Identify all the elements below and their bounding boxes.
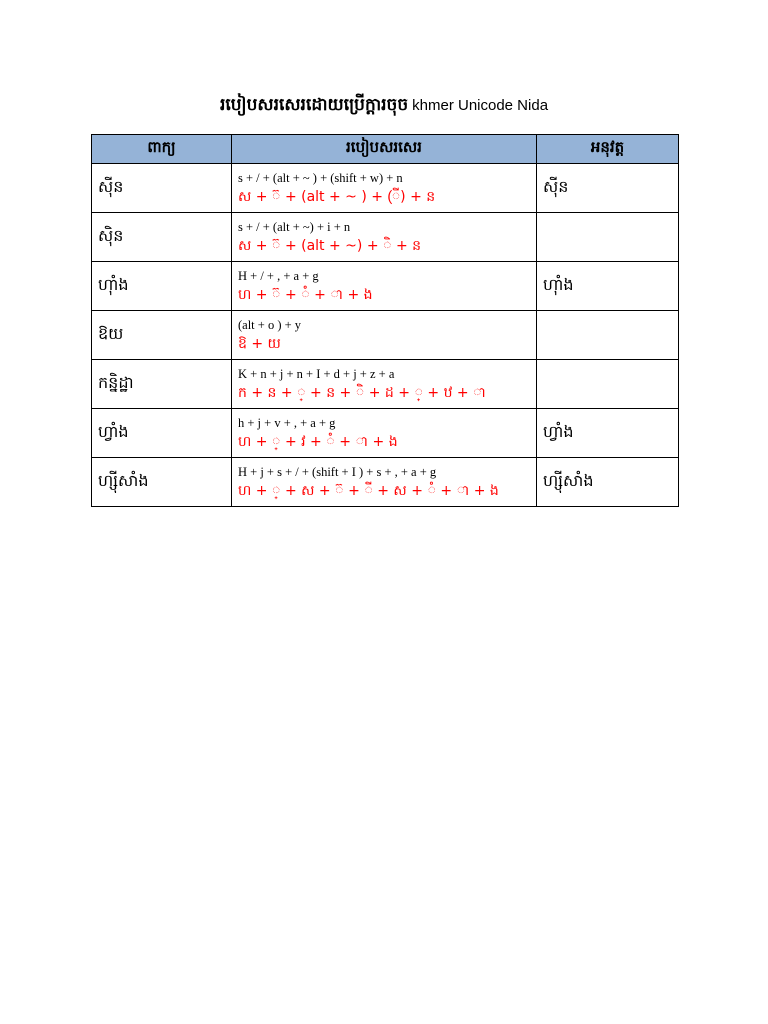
table-header-row (92, 135, 679, 164)
key-sequence: H + j + s + / + (shift + I ) + s + , + a + g (238, 464, 437, 479)
cell-method (232, 164, 537, 213)
cell-example (537, 360, 679, 409)
table-row (92, 213, 679, 262)
cell-method (232, 262, 537, 311)
cell-word: ស៊ីន (92, 164, 232, 213)
cell-word: ស៊ិន (92, 213, 232, 262)
cell-example: ហ្វាំង (537, 409, 679, 458)
cell-method (232, 360, 537, 409)
key-sequence: s + / + (alt + ~ ) + (shift + w) + n (238, 170, 403, 185)
title-khmer: របៀបសរសេរដោយប្រើក្តារចុច (219, 95, 409, 115)
table-row (92, 360, 679, 409)
cell-example: ហ្ស៊ីសាំង (537, 458, 679, 507)
key-sequence: (alt + o ) + y (238, 317, 302, 332)
cell-method (232, 213, 537, 262)
char-sequence: ស + ៊ + (alt + ~) + ិ + ន (238, 237, 422, 254)
cell-word: ឱយ (92, 311, 232, 360)
cell-method (232, 311, 537, 360)
char-sequence: ឱ + យ (238, 335, 281, 352)
cell-example (537, 213, 679, 262)
table-row (92, 409, 679, 458)
table-row (92, 262, 679, 311)
char-sequence: ស + ៊ + (alt + ~ ) + (ី) + ន (238, 188, 436, 205)
title-latin: khmer Unicode Nida (412, 97, 549, 114)
header-word: ពាក្យ (92, 135, 232, 164)
key-sequence: s + / + (alt + ~) + i + n (238, 219, 351, 234)
cell-word: ហ៊ាំង (92, 262, 232, 311)
page-title (0, 94, 768, 119)
cell-example: ស៊ីន (537, 164, 679, 213)
table-row (92, 311, 679, 360)
header-example: អនុវត្ត (537, 135, 679, 164)
key-sequence: H + / + , + a + g (238, 268, 319, 283)
char-sequence: ហ + ្ + ស + ៊ + ី + ស + ំ + ា + ង (238, 482, 499, 499)
cell-method (232, 409, 537, 458)
cell-example: ហ៊ាំង (537, 262, 679, 311)
cell-word: ហ្ស៊ីសាំង (92, 458, 232, 507)
char-sequence: ហ + ្ + វ + ំ + ា + ង (238, 433, 398, 450)
cell-example (537, 311, 679, 360)
table-row (92, 458, 679, 507)
cell-word: កន្និដ្ឋា (92, 360, 232, 409)
typing-method-table (91, 134, 679, 507)
char-sequence: ក + ន + ្ + ន + ិ + ដ + ្ + ឋ + ា (238, 384, 486, 401)
key-sequence: h + j + v + , + a + g (238, 415, 336, 430)
header-method: របៀបសរសេរ (232, 135, 537, 164)
cell-word: ហ្វាំង (92, 409, 232, 458)
table-row (92, 164, 679, 213)
key-sequence: K + n + j + n + I + d + j + z + a (238, 366, 395, 381)
cell-method (232, 458, 537, 507)
char-sequence: ហ + ៊ + ំ + ា + ង (238, 286, 373, 303)
